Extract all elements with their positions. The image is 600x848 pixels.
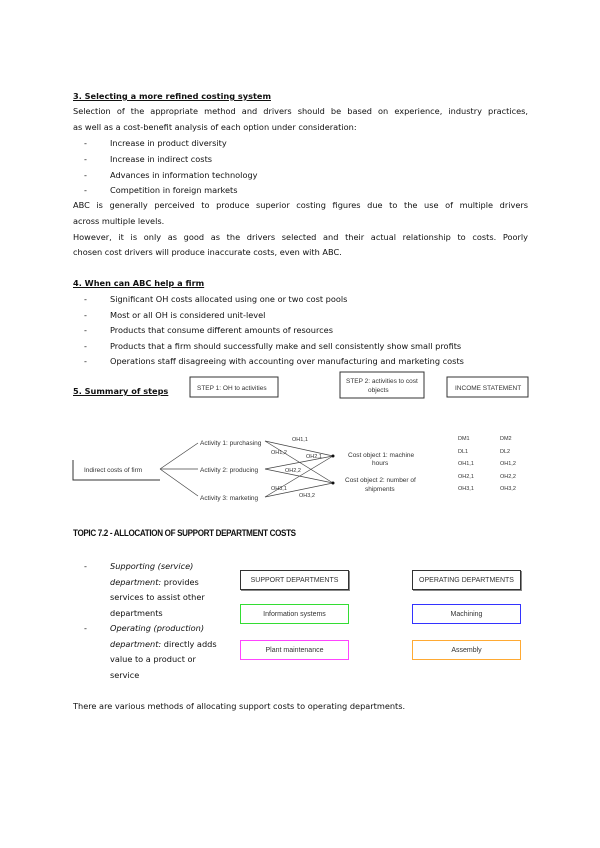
step1-label: STEP 1: OH to activities bbox=[197, 385, 267, 392]
svg-text:OH3,1: OH3,1 bbox=[458, 486, 474, 492]
activity-label: Activity 3: marketing bbox=[200, 495, 259, 502]
flow-labels bbox=[271, 437, 322, 499]
paragraph-line: ABC is generally perceived to produce superior costing figures due to the use of multiple drivers bbox=[73, 200, 528, 210]
svg-text:OH1,2: OH1,2 bbox=[271, 450, 287, 456]
machining-box: Machining bbox=[412, 604, 521, 624]
closing-sentence: There are various methods of allocating support costs to operating departments. bbox=[73, 701, 406, 711]
svg-text:OH2,1: OH2,1 bbox=[458, 474, 474, 480]
svg-text:DM1: DM1 bbox=[458, 436, 470, 442]
list-item: - Significant OH costs allocated using one or two cost pools bbox=[84, 294, 348, 304]
cost-object-label: Cost object 2: number of bbox=[345, 477, 416, 484]
activity-label: Activity 2: producing bbox=[200, 467, 259, 474]
plant-maintenance-box: Plant maintenance bbox=[240, 640, 349, 660]
operating-departments-header: OPERATING DEPARTMENTS bbox=[412, 570, 521, 590]
section3-heading: 3. Selecting a more refined costing system bbox=[73, 91, 271, 101]
section3-intro-2: as well as a cost-benefit analysis of each option under consideration: bbox=[73, 122, 357, 132]
list-item: - Increase in product diversity bbox=[84, 138, 227, 148]
paragraph-line: However, it is only as good as the drivers selected and their actual relationship to costs. Poorly bbox=[73, 232, 528, 242]
topic-heading: TOPIC 7.2 - ALLOCATION OF SUPPORT DEPARTMENT COSTS bbox=[73, 528, 296, 539]
income-statement-rows bbox=[458, 436, 516, 492]
support-departments-header: SUPPORT DEPARTMENTS bbox=[240, 570, 349, 590]
svg-text:OH1,1: OH1,1 bbox=[292, 437, 308, 443]
list-item: - Operations staff disagreeing with accounting over manufacturing and marketing costs bbox=[84, 356, 464, 366]
list-item: - Advances in information technology bbox=[84, 170, 258, 180]
section5-heading: 5. Summary of steps bbox=[73, 386, 169, 396]
svg-text:OH3,1: OH3,1 bbox=[271, 486, 287, 492]
list-item: - Competition in foreign markets bbox=[84, 185, 238, 195]
svg-text:DL1: DL1 bbox=[458, 449, 469, 455]
svg-text:DL2: DL2 bbox=[500, 449, 511, 455]
svg-text:OH2,2: OH2,2 bbox=[500, 474, 516, 480]
list-item: - Products that consume different amounts of resources bbox=[84, 325, 333, 335]
section4-heading: 4. When can ABC help a firm bbox=[73, 278, 205, 288]
information-systems-box: Information systems bbox=[240, 604, 349, 624]
svg-text:OH1,2: OH1,2 bbox=[500, 461, 516, 467]
paragraph-line: chosen cost drivers will produce inaccurate costs, even with ABC. bbox=[73, 247, 342, 257]
cost-object-label: shipments bbox=[365, 486, 395, 493]
cost-object-label: hours bbox=[372, 460, 389, 467]
svg-text:OH1,1: OH1,1 bbox=[458, 461, 474, 467]
svg-text:OH3,2: OH3,2 bbox=[299, 493, 315, 499]
svg-text:OH2,1: OH2,1 bbox=[306, 454, 322, 460]
svg-text:OH2,2: OH2,2 bbox=[285, 468, 301, 474]
paragraph-line: across multiple levels. bbox=[73, 216, 165, 226]
svg-text:OH3,2: OH3,2 bbox=[500, 486, 516, 492]
list-item: - Operating (production) department: directly adds value to a product or service bbox=[84, 623, 217, 680]
svg-text:DM2: DM2 bbox=[500, 436, 512, 442]
list-item: - Products that a firm should successfully make and sell consistently show small profits bbox=[84, 341, 462, 351]
income-statement-label: INCOME STATEMENT bbox=[455, 385, 522, 392]
activity-label: Activity 1: purchasing bbox=[200, 440, 262, 447]
step2-box bbox=[340, 372, 424, 398]
cost-object-label: Cost object 1: machine bbox=[348, 452, 415, 459]
list-item: - Supporting (service) department: provides services to assist other departments bbox=[84, 561, 205, 618]
list-item: - Increase in indirect costs bbox=[84, 154, 213, 164]
section3-intro-1: Selection of the appropriate method and drivers should be based on experience, industry practices, bbox=[73, 106, 528, 116]
step2-label: STEP 2: activities to cost bbox=[346, 378, 418, 385]
step2-label: objects bbox=[368, 387, 389, 394]
indirect-costs-label: Indirect costs of firm bbox=[84, 467, 143, 474]
assembly-box: Assembly bbox=[412, 640, 521, 660]
list-item: - Most or all OH is considered unit-level bbox=[84, 310, 266, 320]
